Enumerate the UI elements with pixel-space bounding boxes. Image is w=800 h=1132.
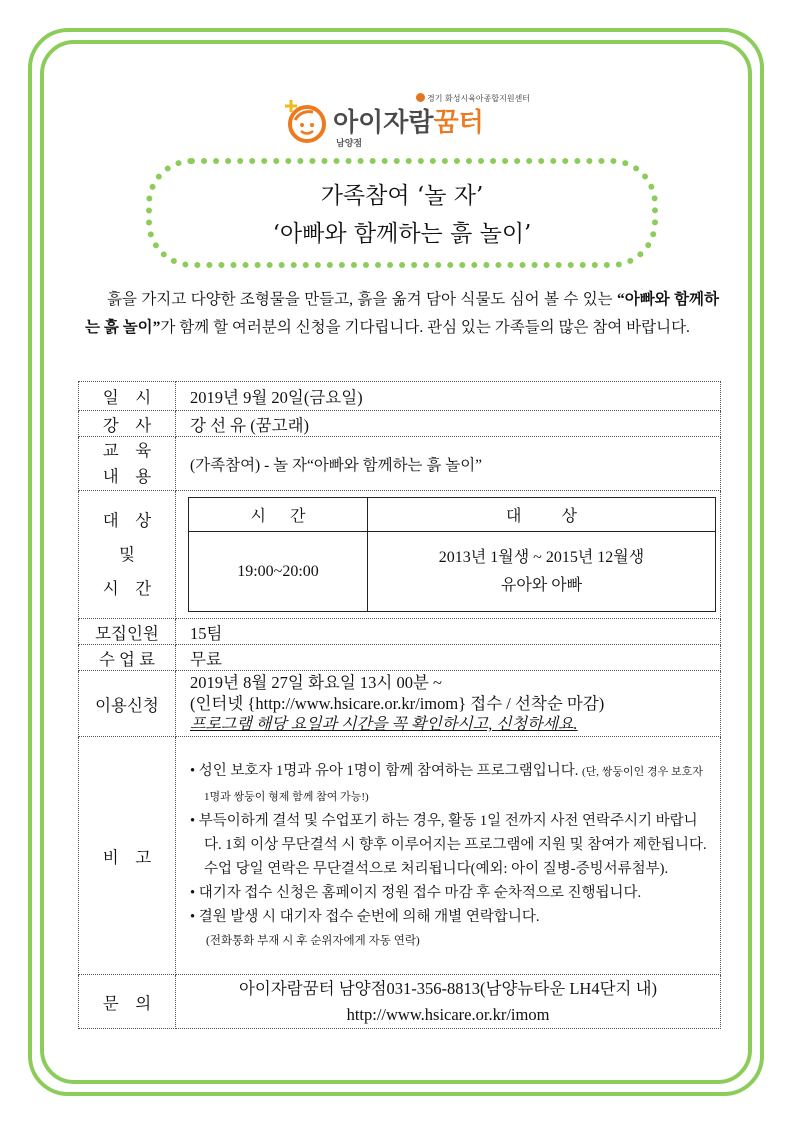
value-apply: [176, 671, 721, 737]
title-line-2: ‘아빠와 함께하는 흙 놀이’: [272, 221, 532, 247]
row-date: [79, 382, 721, 411]
value-remarks: [176, 737, 721, 975]
target-schedule-table: [188, 497, 716, 612]
cell-time: 19:00~20:00: [189, 532, 368, 612]
row-inquiry: [79, 975, 721, 1029]
row-apply: [79, 671, 721, 737]
row-target: [79, 491, 721, 619]
label-content: 교 육 내 용: [79, 437, 176, 491]
label-capacity: 모집인원: [79, 619, 176, 645]
row-capacity: [79, 619, 721, 645]
remark-item-3: • 대기자 접수 신청은 홈페이지 정원 접수 마감 후 순차적으로 진행됩니다.: [190, 884, 642, 901]
logo-org-name: 경기 화성시육아종합지원센터: [416, 93, 530, 104]
cell-target: 2013년 1월생 ~ 2015년 12월생 유아와 아빠: [368, 532, 716, 612]
logo-wordmark: 아이자람꿈터: [333, 108, 484, 138]
label-instructor: 강 사: [79, 411, 176, 437]
details-table: [78, 381, 721, 1029]
row-instructor: [79, 411, 721, 437]
program-name-bold: “아빠와 함께하는 흙 놀이”: [85, 291, 719, 336]
remarks-list: [176, 757, 720, 955]
value-content: (가족참여) - 놀 자“아빠와 함께하는 흙 놀이”: [176, 437, 721, 491]
label-fee: 수 업 료: [79, 645, 176, 671]
remark-item-1: • 성인 보호자 1명과 유아 1명이 함께 참여하는 프로그램입니다. (단, 쌍둥이인 경우 보호자 1명과 쌍둥이 형제 함께 참여 가능!): [190, 762, 703, 803]
col-header-time: 시 간: [189, 498, 368, 532]
inquiry-url: http://www.hsicare.or.kr/imom: [346, 1004, 550, 1024]
label-remarks: 비 고: [79, 737, 176, 975]
value-target: [176, 491, 721, 619]
value-instructor: 강 선 유 (꿈고래): [176, 411, 721, 437]
value-date: 2019년 9월 20일(금요일): [176, 382, 721, 411]
value-capacity: 15팀: [176, 619, 721, 645]
row-remarks: [79, 737, 721, 975]
label-date: 일 시: [79, 382, 176, 411]
logo: [283, 92, 531, 152]
label-target: 대 상 및 시 간: [79, 491, 176, 619]
logo-branch: 남양점: [336, 139, 363, 149]
row-content: [79, 437, 721, 491]
inquiry-contact: 아이자람꿈터 남양점031-356-8813(남양뉴타운 LH4단지 내): [238, 978, 658, 998]
apply-notice: 프로그램 해당 요일과 시간을 꼭 확인하시고, 신청하세요.: [190, 716, 578, 733]
row-fee: [79, 645, 721, 671]
remark-item-4: • 결원 발생 시 대기자 접수 순번에 의해 개별 연락합니다. (전화통화 부재 시 후 순위자에게 자동 연락): [190, 908, 540, 947]
intro-paragraph: 흙을 가지고 다양한 조형물을 만들고, 흙을 옮겨 담아 식물도 심어 볼 수 있는 “아빠와 함께하는 흙 놀이”가 함께 할 여러분의 신청을 기다립니다. 관심 있는 가족들의 많은 참여 바랍니다.: [85, 291, 719, 336]
title-line-1: 가족참여 ‘놀 자’: [320, 183, 484, 209]
apply-period: 2019년 8월 27일 화요일 13시 00분 ~: [190, 673, 442, 692]
label-apply: 이용신청: [79, 671, 176, 737]
col-header-target: 대 상: [368, 498, 716, 532]
remark-item-2: • 부득이하게 결석 및 수업포기 하는 경우, 활동 1일 전까지 사전 연락주시기 바랍니다. 1회 이상 무단결석 시 향후 이루어지는 프로그램에 지원 및 참여가 제한됩니다. 수업 당일 연락은 무단결석으로 처리됩니다(예외: 아이 질병-증빙서류첨부).: [190, 812, 707, 877]
title-box: [146, 158, 658, 268]
value-fee: 무료: [176, 645, 721, 671]
value-inquiry: [176, 975, 721, 1029]
org-dot-icon: [416, 93, 425, 102]
apply-method: (인터넷 {http://www.hsicare.or.kr/imom} 접수 / 선착순 마감): [190, 694, 605, 713]
smiley-face-icon: [283, 98, 329, 144]
label-inquiry: 문 의: [79, 975, 176, 1029]
